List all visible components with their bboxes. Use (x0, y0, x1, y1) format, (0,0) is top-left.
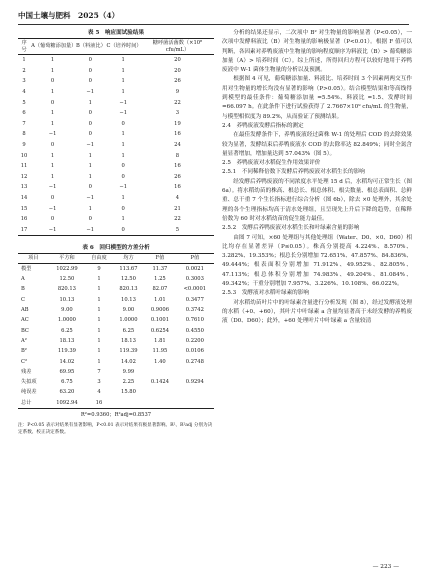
table6-row (18, 326, 214, 336)
table6-cell: 0.2200 (185, 337, 204, 344)
table6-row (18, 284, 214, 294)
table6-cell: 9.99 (122, 368, 135, 375)
table6-cell: 10.13 (121, 296, 136, 303)
table5-cell: 6 (22, 110, 26, 117)
table5-cell: 0 (121, 205, 125, 212)
table5-row (18, 55, 214, 66)
table6-row (18, 274, 214, 284)
table5-cell: 1 (88, 173, 92, 180)
table5-cell: 5 (22, 99, 26, 106)
table5-cell: 2 (22, 67, 26, 74)
table6-cell: 1.25 (154, 276, 166, 283)
table5-cell: −1 (86, 194, 95, 201)
table5-cell: 1 (50, 120, 55, 127)
table6-cell: B (21, 286, 25, 293)
table6-cell (144, 387, 175, 397)
table6-cell: 9.00 (61, 307, 73, 314)
body-paragraph: 经发酵后养鸭废液的不同浓度水平处理 15 d 后，水稻均可正常生长（图 6a）。将水稻幼苗的株高、根总长、根总体积、根尖数量、根总表面积、总鲜重、总干重 7 个生长指标进行综合分析（图 6b），除去 ×0 处理外，其余处理的各个生理指标均高于清水处理组，且呈现先上升后下降的趋势，在稀释倍数为 60 时对水稻幼苗的促生能力最佳。 (222, 178, 412, 222)
table6-cell: AC (21, 317, 29, 324)
table6-cell: 820.13 (119, 286, 138, 293)
left-column (18, 28, 214, 436)
table6-row (18, 315, 214, 325)
table5-cell: 1 (88, 163, 92, 170)
table6-cell: 0.3477 (185, 296, 204, 303)
table5-cell: 0 (105, 225, 140, 236)
table5-row (18, 108, 214, 119)
table6-col-header: 均方 (113, 254, 144, 264)
table5-cell: 0 (50, 141, 55, 148)
table6-cell: 14.02 (121, 358, 136, 365)
right-column-text (222, 29, 412, 327)
table6-body (18, 263, 214, 408)
table5-cell: −1 (119, 184, 128, 191)
running-header: 中国土壤与肥料 2025（4） (18, 11, 120, 20)
section-heading: 2.5.3 发酵液对水稻叶绿素的影响 (222, 290, 309, 297)
table5-header-row (18, 39, 214, 55)
table6-cell: 1.0000 (119, 317, 138, 324)
table6-cell (176, 387, 214, 397)
table6-row (18, 377, 214, 387)
table6-row (18, 357, 214, 367)
table6-row (18, 346, 214, 356)
table5-caption: 表 5 响应面试验结果 (87, 30, 145, 36)
table5-cell: 0 (88, 184, 92, 191)
table5-cell: 1 (50, 57, 55, 64)
table5-cell: 9 (22, 141, 26, 148)
table5-cell: 1 (121, 152, 125, 159)
table5-cell: 0 (50, 194, 55, 201)
table5-cell: 1 (121, 67, 125, 74)
table5-row (18, 140, 214, 151)
table6-cell (113, 398, 144, 409)
table6-row (18, 367, 214, 377)
table6-cell: 7 (97, 368, 101, 375)
table5-cell: −1 (48, 131, 57, 138)
table6-cell (144, 367, 175, 377)
table5-cell: 22 (174, 99, 181, 106)
table6-cell: 0.1001 (150, 317, 169, 324)
table6-cell: 15.80 (121, 389, 136, 396)
table6-cell: 模型 (21, 265, 32, 272)
table6-cell: 1 (97, 307, 101, 314)
table5-row (18, 204, 214, 215)
table6-cell: 失拟项 (21, 379, 37, 386)
table5-body (18, 55, 214, 236)
table6 (18, 253, 214, 409)
table5-cell: 8 (22, 131, 26, 138)
table6-cell: 12.50 (121, 276, 136, 283)
page-number: — 223 — (372, 564, 399, 570)
table5-cell: 0 (88, 78, 92, 85)
table6-cell: A (21, 276, 25, 283)
table6-row (18, 263, 214, 274)
table5-col-header: B（料液比） (75, 39, 105, 55)
table6-cell (144, 398, 175, 409)
table5-row (18, 98, 214, 109)
table5-row (18, 225, 214, 236)
table6-cell: 1 (97, 327, 101, 334)
table6-cell: 2.25 (122, 379, 135, 386)
table6-cell: 18.13 (121, 337, 136, 344)
body-paragraph: 根据图 4 可见，葡萄糖添加量、料液比、培养时间 3 个因素两两交互作用对生物量的增长均没有显著的影响（P>0.05）。结合模型结果和等高线得到模型的最佳条件：葡萄糖添加量 =5.54%、料液比 =1.5、发酵时间 =66.097 h。在此条件下进行试验获得了 2.7667×10⁹ cfu/mL 的生物量，与模型相似度为 89.2%，从而验证了预测结果。 (222, 76, 412, 120)
table6-col-header: 项目 (18, 254, 49, 264)
table5-row (18, 151, 214, 162)
table5-cell: 21 (174, 205, 181, 212)
table5-row (18, 129, 214, 140)
table6-cell: 0.9006 (150, 307, 169, 314)
table5-row (18, 76, 214, 87)
table6-cell: 6.25 (61, 327, 73, 334)
table5-cell: −1 (119, 110, 128, 117)
table5-cell: 14 (20, 194, 28, 201)
table6-cell: 10.13 (59, 296, 75, 303)
table6-row (18, 336, 214, 346)
table6-cell: 14.02 (59, 358, 75, 365)
table6-cell: 4 (97, 389, 101, 396)
table6-cell: B² (21, 348, 27, 355)
table6-cell: 119.39 (119, 348, 138, 355)
table6-cell: 0.4550 (185, 327, 204, 334)
table6-cell: 1 (97, 296, 101, 303)
table6-row (18, 387, 214, 397)
table5-cell: 20 (174, 67, 181, 74)
table5-cell: 10 (20, 152, 28, 159)
table6-cell: AB (21, 307, 29, 314)
table6-cell: 残差 (21, 368, 32, 375)
table6-cell: C² (21, 358, 28, 365)
table6-cell: 0.7610 (185, 317, 204, 324)
table5-cell: 1 (50, 173, 55, 180)
section-heading: 2.4 养鸭废液发酵后指标的测定 (222, 122, 304, 129)
table5-cell: 16 (174, 184, 181, 191)
table5-cell: 1 (50, 67, 55, 74)
table6-cell: 63.20 (59, 389, 75, 396)
table5-cell: 4 (22, 88, 26, 95)
table6-cell: <0.0001 (183, 286, 207, 293)
table6-cell: 3 (97, 379, 101, 386)
table5-cell: 0 (121, 173, 125, 180)
table6-header-row (18, 254, 214, 264)
body-paragraph: 分析的结果还显示，二次项中 B² 对生物量的影响显著（P<0.05），一次项中发酵料液比（B）对生物量的影响极显著（P<0.01）。根据 F 值可以判断，各因素对养鸭废液中生物量的影响程度顺序为料液比（B）> 葡萄糖添加量（A）> 培养时间（C）。综上所述，所得回归方程可以较好地用于养鸭废液中 W-1 菌体生物量的分析以及预测。 (222, 30, 412, 74)
table5-cell: −1 (75, 225, 105, 236)
table5-cell: 20 (174, 57, 181, 64)
table6-cell: 1 (97, 286, 101, 293)
table6-cell: 0.2748 (185, 358, 204, 365)
table6-cell: C (21, 296, 25, 303)
table6-cell (176, 367, 214, 377)
table6-cell: 9.00 (122, 307, 135, 314)
table5-row (18, 214, 214, 225)
table5-cell: 1 (88, 152, 92, 159)
table5-cell: 0 (50, 99, 55, 106)
table6-note: 注：P<0.05 表示对结果有显著影响，P<0.01 表示对结果有极显著影响。R²、R²adj 分别为决定系数、校正决定系数。 (18, 423, 213, 435)
table6-cell: 9 (97, 265, 101, 272)
table5-cell: 16 (174, 163, 181, 170)
table6-cell: 0.1424 (150, 379, 169, 386)
table6-cell: 0.3742 (185, 307, 204, 314)
table6-cell: 11.37 (152, 265, 168, 272)
table5-cell: 13 (20, 184, 28, 191)
table5-cell: 1 (50, 152, 55, 159)
table5-cell: 1 (88, 99, 92, 106)
table5-cell: 0 (50, 216, 55, 223)
table6-cell: 1.0000 (57, 317, 76, 324)
table5-cell: 1 (121, 194, 125, 201)
table5-cell: 3 (22, 78, 26, 85)
table6-cell: 1 (97, 348, 101, 355)
table5-cell: 1 (50, 163, 55, 170)
table5-cell: 1 (121, 78, 125, 85)
table5-cell: 0 (88, 110, 92, 117)
table6-cell: 0.0021 (185, 265, 204, 272)
section-heading: 2.5 养鸭废液对水稻促生作用效果评价 (222, 160, 321, 167)
table6-col-header: 平方和 (49, 254, 86, 264)
table6-cell: 1022.99 (56, 265, 78, 272)
table5 (18, 38, 214, 236)
table6-cell: 69.95 (59, 368, 75, 375)
table5-cell: 19 (174, 120, 181, 127)
table6-cell: 1 (97, 337, 101, 344)
table6-cell: 82.07 (152, 286, 168, 293)
table5-cell: 0 (88, 57, 92, 64)
table5-cell: 1 (22, 57, 26, 64)
table5-col-header: 糖呼菌活菌数（×10⁸ cfu/mL） (141, 39, 214, 55)
table5-cell: 26 (174, 173, 181, 180)
section-heading: 2.5.2 发酵后养鸭废液对水稻生长和叶绿素含量的影响 (222, 225, 360, 232)
table6-cell: 18.13 (59, 337, 75, 344)
table6-cell: 1.01 (154, 296, 166, 303)
body-paragraph: 在最佳发酵条件下，养鸭废液经过菌株 W-1 的处理后 COD 的去除效果较为显著，发酵结束后养鸭废液水 COD 的去除率达 82.849%；同时全氮含量显著增加，增加量达到 57.043%（图 5）。 (222, 132, 412, 157)
table5-cell: 1 (121, 141, 125, 148)
table5-row (18, 66, 214, 77)
table5-cell: 9 (175, 88, 180, 95)
header-rule (18, 24, 409, 25)
table6-cell: 1092.94 (49, 398, 86, 409)
table6-cell: 6.75 (61, 379, 73, 386)
table5-cell: −1 (86, 88, 95, 95)
table5-row (18, 182, 214, 193)
table6-cell (176, 398, 214, 409)
table5-col-header: A（葡萄糖添加量） (30, 39, 75, 55)
table5-cell: −1 (119, 99, 128, 106)
table6-cell: 16 (85, 398, 112, 409)
table5-cell: 0 (88, 67, 92, 74)
table5-cell: 8 (175, 152, 180, 159)
table5-row (18, 87, 214, 98)
body-paragraph: 由图 7 可知，×60 处理组与其他处理组（Water、D0、×0、D60）相比均存在显著差异（P≤0.05）。株高分别提高 4.224%、8.570%、3.282%、19.353%；根总长分别增加 72.651%、47.857%、84.836%、49.444%；根表面积分别增加 71.912%、49.952%、82.805%、47.113%；根总体积分别增加 74.983%、49.204%、81.084%、49.342%；干重分别增加 7.957%、3.226%、10.108%、66.022%。 (222, 234, 412, 288)
table6-cell: 0.0106 (185, 348, 204, 355)
table5-cell: −1 (48, 184, 57, 191)
table6-cell: 12.50 (59, 276, 75, 283)
table5-cell: 16 (174, 131, 181, 138)
table5-cell: 0 (88, 216, 92, 223)
table6-cell: 820.13 (57, 286, 76, 293)
table5-cell: 1 (121, 131, 125, 138)
table5-row (18, 172, 214, 183)
table5-cell: 1 (88, 205, 92, 212)
table5-cell: 0 (88, 131, 92, 138)
table6-cell: 113.67 (119, 265, 138, 272)
table5-cell: 12 (20, 173, 28, 180)
table6-cell: 11.95 (152, 348, 168, 355)
table6-cell: 1 (97, 276, 101, 283)
table5-cell: 1 (50, 110, 55, 117)
table6-cell: 119.39 (57, 348, 76, 355)
table6-row (18, 305, 214, 315)
table6-cell: 0.9294 (185, 379, 204, 386)
table5-cell: 15 (20, 205, 28, 212)
table5-cell: 0 (121, 163, 125, 170)
table5-cell: 7 (22, 120, 26, 127)
table5-cell: 1 (121, 88, 125, 95)
table5-cell: −1 (30, 225, 75, 236)
table6-col-header: 自由度 (85, 254, 112, 264)
table6-cell: 1.40 (154, 358, 166, 365)
table6-cell: 1.81 (154, 337, 166, 344)
table5-row (18, 193, 214, 204)
table6-cell: 0.3003 (185, 276, 204, 283)
table6-cell: 总计 (18, 398, 49, 409)
table5-cell: 1 (121, 216, 125, 223)
table6-row (18, 295, 214, 305)
table6-cell: 1 (97, 317, 101, 324)
table6-cell: 0.6254 (150, 327, 169, 334)
table5-cell: 0 (121, 120, 125, 127)
table5-cell: 0 (50, 78, 55, 85)
table6-fit-stats: R²=0.9360；R²adj=0.8537 (80, 412, 152, 419)
table5-cell: 17 (18, 225, 30, 236)
table5-cell: 24 (174, 141, 181, 148)
table6-caption: 表 6 回归模型的方差分析 (82, 245, 150, 252)
table5-cell: −1 (86, 141, 95, 148)
table5-row (18, 119, 214, 130)
table5-cell: 3 (175, 110, 180, 117)
table6-row (18, 398, 214, 409)
table5-cell: 4 (175, 194, 180, 201)
table5-cell: 5 (141, 225, 214, 236)
table6-cell: A² (21, 337, 27, 344)
table5-cell: 26 (174, 78, 181, 85)
section-heading: 2.5.1 不同稀释倍数下发酵后养鸭废液对水稻生长的影响 (222, 169, 365, 176)
table5-cell: 0 (88, 120, 92, 127)
body-paragraph: 对水稻幼苗叶片中的叶绿素含量进行分析发现（图 8），经过发酵液处理的水稻（+0、+60），其叶片中叶绿素 a 含量均显著高于未经发酵的养鸭废液（D0、D60）；此外，+60 处理叶片中叶绿素 a 含量较清 (222, 299, 412, 325)
table6-cell: 纯误差 (21, 389, 37, 396)
table5-cell: 1 (50, 88, 55, 95)
table6-col-header: P值 (176, 254, 214, 264)
table5-cell: 11 (20, 163, 28, 170)
table5-cell: 16 (20, 216, 28, 223)
table5-col-header: C（培养时间） (105, 39, 140, 55)
table6-cell: 6.25 (122, 327, 135, 334)
table6-col-header: F值 (144, 254, 175, 264)
table6-cell: 1 (97, 358, 101, 365)
table5-col-header: 序号 (18, 39, 30, 55)
table5-cell: 1 (121, 57, 125, 64)
table6-cell: BC (21, 327, 29, 334)
table5-row (18, 161, 214, 172)
table5-cell: 22 (174, 216, 181, 223)
table5-cell: −1 (48, 205, 57, 212)
